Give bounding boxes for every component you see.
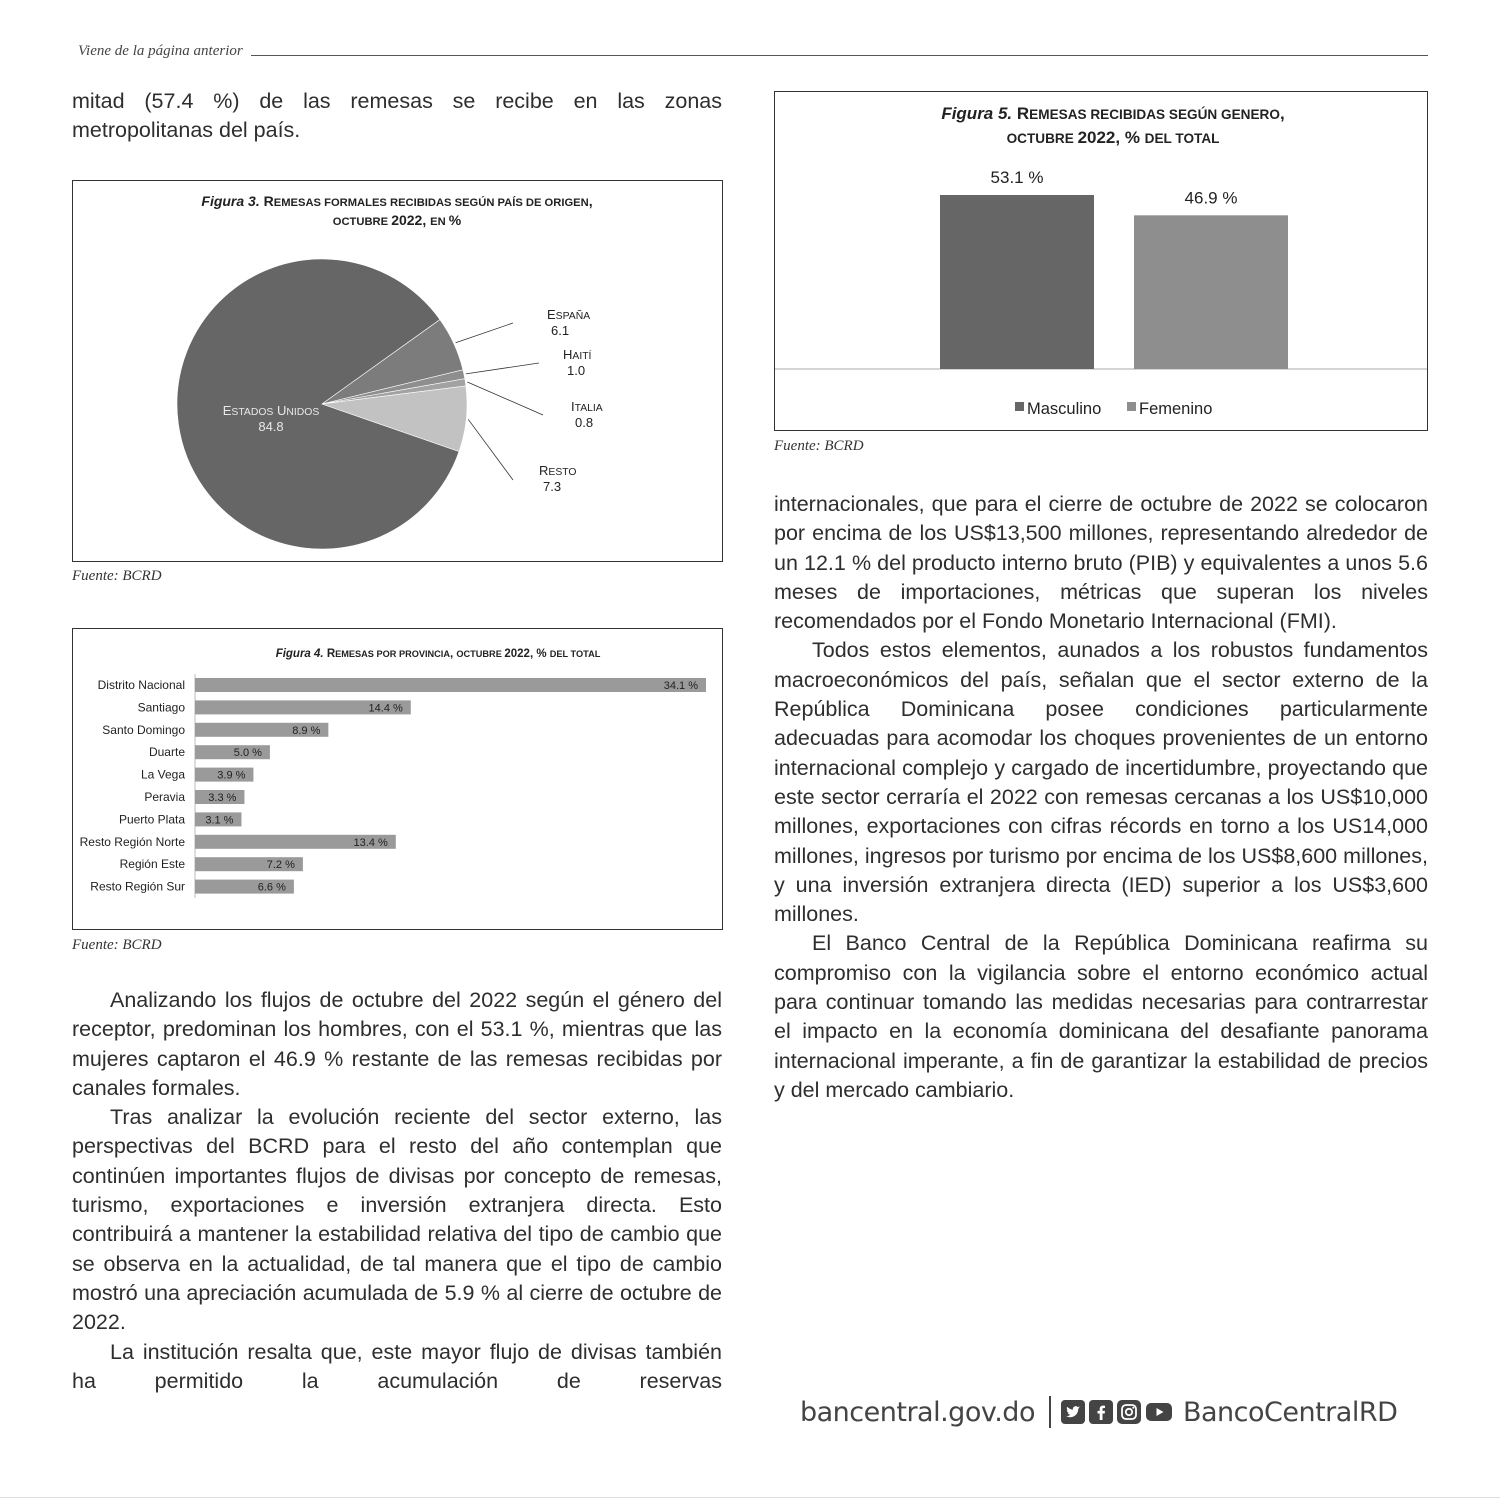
slice-value: 6.1 [551,323,570,338]
chart-title: OCTUBRE 2022, EN % [332,212,462,228]
legend-swatch [1127,402,1136,411]
slice-value: 1.0 [567,363,586,378]
category-label: Puerto Plata [118,812,185,827]
paragraph: La institución resalta que, este mayor flujo de divisas también ha permitido la acumulación de reservas [72,1339,722,1393]
category-label: Duarte [148,745,185,760]
bar [940,195,1094,369]
paragraph: Tras analizar la evolución reciente del sector externo, las perspectivas del BCRD para el resto del año contemplan que continúen importantes flujos de divisas por concepto de remesas, turismo, exportaciones e inversión extranjera directa. Esto contribuirá a mantener la estabilidad relativa del tipo de cambio que se observa en la actualidad, de tal manera que el tipo de cambio mostró una apreciación acumulada de 5.9 % al cierre de octubre de 2022. [72,1105,722,1335]
data-label: 3.3 % [208,792,237,804]
data-label: 13.4 % [353,836,388,849]
twitter-icon[interactable] [1061,1400,1085,1424]
leader-line [456,323,513,343]
figure-4-source: Fuente: BCRD [72,937,162,953]
chart-title: Figura 3. REMESAS FORMALES RECIBIDAS SEGÚN PAÍS DE ORIGEN, [201,193,593,209]
data-label: 5.0 % [233,747,262,760]
data-label: 3.9 % [217,769,246,782]
legend-label: Masculino [1027,400,1102,418]
category-label: Resto Región Norte [79,834,185,849]
bar [1134,215,1288,369]
category-label: Resto Región Sur [90,879,185,894]
paragraph: internacionales, que para el cierre de octubre de 2022 se colocaron por encima de los US$13,500 millones, representando alrededor de un 12.1 % del producto interno bruto (PIB) y equivalentes a unos 5.6 meses de importaciones, métricas que superan los niveles recomendados por el Fondo Monetario Internacional (FMI). [774,492,1428,634]
bar-chart-provinces [73,629,722,929]
chart-title: OCTUBRE 2022, % DEL TOTAL [1006,128,1220,147]
page-bottom-rule [0,1497,1500,1498]
category-label: Región Este [119,857,185,872]
category-label: Distrito Nacional [97,678,185,692]
data-label: 6.6 % [257,881,286,894]
slice-label: ITALIA [571,399,603,414]
slice-label: RESTO [539,463,577,478]
slice-label: HAITÍ [563,347,592,362]
category-label: La Vega [140,767,185,782]
facebook-icon[interactable] [1089,1400,1113,1424]
paragraph: Analizando los flujos de octubre del 2022 según el género del receptor, predominan los hombres, con el 53.1 %, mientras que las mujeres captaron el 46.9 % restante de las remesas recibidas por canales formales. [72,988,722,1100]
left-column-top [72,87,722,146]
continued-note: Viene de la página anterior [78,43,243,59]
bar [195,678,706,692]
left-column-bottom [72,986,722,1396]
figure-3-source: Fuente: BCRD [72,568,162,584]
instagram-icon[interactable] [1117,1400,1141,1424]
youtube-icon[interactable] [1145,1400,1173,1424]
bar-chart-gender [775,92,1427,430]
data-label: 34.1 % [663,680,698,692]
category-label: Santo Domingo [102,722,185,737]
header-rule [251,55,1428,56]
figure-3 [72,180,723,562]
figure-4 [72,628,723,930]
legend-label: Femenino [1139,400,1213,418]
page-header [78,38,1428,60]
data-label: 3.1 % [205,814,234,827]
data-label: 14.4 % [368,702,403,715]
paragraph: mitad (57.4 %) de las remesas se recibe en las zonas metropolitanas del país. [72,89,722,143]
pie-chart [73,181,722,561]
legend-swatch [1015,402,1024,411]
social-handle[interactable]: BancoCentralRD [1182,1396,1398,1428]
slice-label: ESPAÑA [547,307,591,322]
paragraph: El Banco Central de la República Dominicana reafirma su compromiso con la vigilancia sobre el entorno económico actual para continuar tomando las medidas necesarias para contrarrestar el impacto en la economía dominicana del desafiante panorama internacional imperante, a fin de garantizar la estabilidad de precios y del mercado cambiario. [774,931,1428,1102]
footer-divider [1049,1396,1051,1428]
data-label: 8.9 % [292,724,321,737]
figure-5-source: Fuente: BCRD [774,438,864,454]
chart-title: Figura 5. REMESAS RECIBIDAS SEGÚN GENERO, [941,104,1285,123]
leader-line [466,363,539,374]
slice-value: 0.8 [575,415,594,430]
category-label: Santiago [137,700,185,715]
leader-line [467,382,543,415]
data-label: 7.2 % [266,859,295,872]
paragraph: Todos estos elementos, aunados a los robustos fundamentos macroeconómicos del país, señalan que el sector externo de la República Dominicana posee condiciones particularmente adecuadas para acomodar los choques provenientes de un entorno internacional complejo y cargado de incertidumbre, proyectando que este sector cerraría el 2022 con remesas cercanas a los US$10,000 millones, exportaciones con cifras récords en torno a los US14,000 millones, ingresos por turismo por encima de los US$8,600 millones, y una inversión extranjera directa (IED) superior a los US$3,600 millones. [774,638,1428,927]
slice-value: 7.3 [543,479,562,494]
slice-value: 84.8 [258,419,284,434]
data-label: 46.9 % [1184,188,1238,208]
right-column [774,490,1428,1105]
website-link[interactable]: bancentral.gov.do [800,1396,1035,1428]
data-label: 53.1 % [990,168,1044,187]
figure-5 [774,91,1428,431]
footer [800,1388,1420,1436]
slice-label: ESTADOS UNIDOS [222,403,320,418]
category-label: Peravia [144,790,185,804]
chart-title: Figura 4. REMESAS POR PROVINCIA, OCTUBRE 2022, % DEL TOTAL [275,648,601,660]
leader-line [468,419,513,480]
